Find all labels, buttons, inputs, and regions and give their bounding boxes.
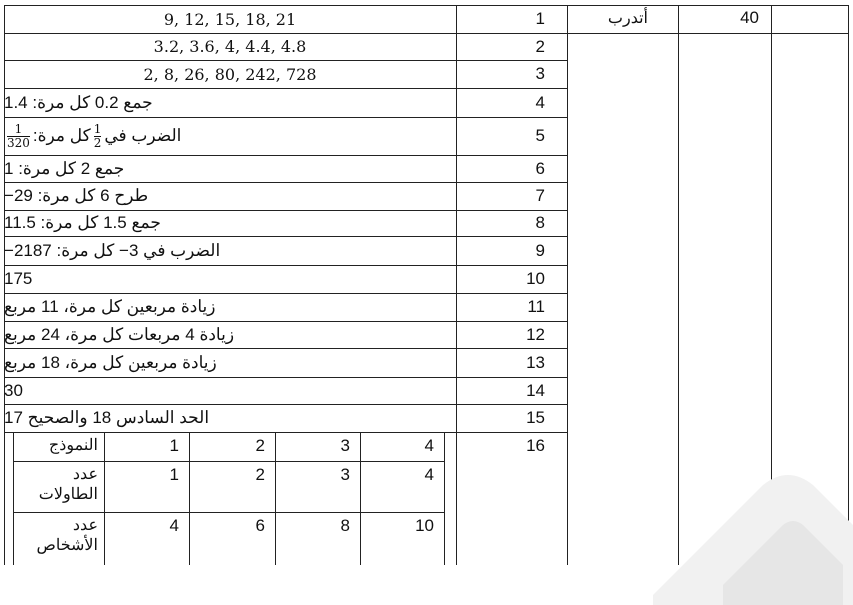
question-number: 1 bbox=[535, 9, 545, 28]
answer-cell: 175 bbox=[4, 269, 33, 288]
inner-table-row-label: عدد الأشخاص bbox=[36, 517, 98, 554]
inner-table-cell: 1 bbox=[169, 436, 179, 455]
question-number: 12 bbox=[526, 324, 545, 344]
fraction-result: $\frac{1}{320}$ bbox=[7, 121, 30, 150]
answer-cell: 3.2, 3.6, 4, 4.4, 4.8 bbox=[153, 37, 307, 56]
inner-table-cell: 1 bbox=[169, 465, 179, 484]
score-value: 40 bbox=[740, 7, 759, 27]
answer-cell: الحد السادس 18 والصحيح 17 bbox=[4, 408, 210, 427]
question-number: 4 bbox=[535, 92, 545, 112]
answer-cell bbox=[4, 117, 456, 155]
answer-cell: زيادة مربعين كل مرة، 18 مربع bbox=[4, 352, 217, 372]
inner-table-row-label: النموذج bbox=[48, 437, 98, 454]
inner-table-cell: 8 bbox=[340, 516, 350, 535]
answer-cell: جمع 1.5 كل مرة: 11.5 bbox=[4, 213, 161, 232]
question-number: 5 bbox=[535, 126, 545, 145]
answer-text: الضرب في bbox=[104, 126, 182, 145]
answer-cell: 2, 8, 26, 80, 242, 728 bbox=[143, 64, 317, 84]
inner-table-cell: 4 bbox=[424, 465, 434, 484]
question-number: 13 bbox=[526, 352, 545, 372]
question-number: 15 bbox=[526, 408, 545, 427]
question-number: 14 bbox=[526, 380, 545, 400]
answer-cell: جمع 2 كل مرة: 1 bbox=[4, 158, 125, 178]
inner-table-cell: 3 bbox=[340, 436, 350, 455]
question-number: 6 bbox=[535, 158, 545, 178]
inner-table-row-label: عدد الطاولات bbox=[38, 466, 98, 503]
answer-cell: 9, 12, 15, 18, 21 bbox=[163, 9, 297, 29]
question-number: 2 bbox=[535, 36, 545, 56]
answer-text: كل مرة: bbox=[32, 126, 91, 145]
answer-cell: زيادة مربعين كل مرة، 11 مربع bbox=[4, 297, 216, 316]
answer-cell: طرح 6 كل مرة: 29− bbox=[4, 186, 149, 205]
question-number: 8 bbox=[535, 213, 545, 232]
practice-label: أتدرب bbox=[607, 9, 648, 27]
question-number: 3 bbox=[535, 64, 545, 83]
answer-cell: جمع 0.2 كل مرة: 1.4 bbox=[4, 92, 153, 112]
answer-cell: زيادة 4 مربعات كل مرة، 24 مربع bbox=[4, 324, 235, 344]
inner-table-cell: 3 bbox=[340, 465, 350, 484]
grid-line bbox=[567, 5, 568, 565]
inner-table-cell: 4 bbox=[424, 436, 434, 455]
answer-cell: 30 bbox=[4, 380, 23, 400]
question-number: 9 bbox=[535, 240, 545, 260]
inner-table bbox=[13, 432, 445, 565]
question-number: 10 bbox=[526, 269, 545, 288]
question-number: 11 bbox=[527, 297, 545, 316]
question-number: 16 bbox=[526, 436, 545, 455]
inner-table-cell: 6 bbox=[255, 516, 265, 535]
inner-table-cell: 4 bbox=[169, 516, 179, 535]
answer-cell: الضرب في 3− كل مرة: 2187− bbox=[4, 240, 221, 260]
inner-table-cell: 2 bbox=[255, 436, 265, 455]
question-number: 7 bbox=[535, 186, 545, 205]
inner-table-cell: 2 bbox=[255, 465, 265, 484]
grid-line bbox=[567, 33, 849, 34]
watermark-logo-icon bbox=[613, 425, 853, 605]
inner-table-cell: 10 bbox=[415, 516, 434, 535]
fraction-half: $\frac{1}{2}$ bbox=[93, 121, 102, 150]
